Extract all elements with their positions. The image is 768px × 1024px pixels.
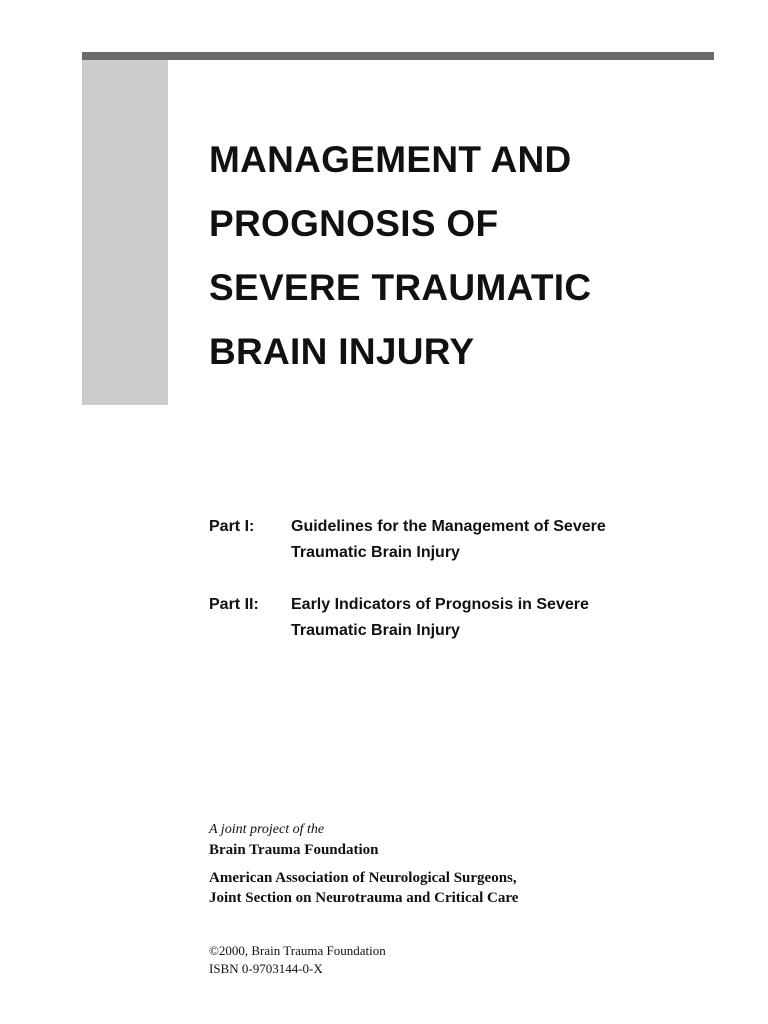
page-title: [209, 128, 591, 384]
part-2: [209, 592, 606, 644]
credits-intro: A joint project of the: [209, 822, 325, 837]
part-1-line-2: Traumatic Brain Injury: [291, 544, 460, 561]
part-1-line-1: Guidelines for the Management of Severe: [291, 518, 606, 535]
isbn-line: ISBN 0-9703144-0-X: [209, 961, 323, 976]
title-line-4: BRAIN INJURY: [209, 331, 475, 372]
copyright-line: ©2000, Brain Trauma Foundation: [209, 943, 386, 958]
credits-org-2: [209, 868, 518, 908]
top-rule: [82, 52, 714, 60]
credits-org-1: Brain Trauma Foundation: [209, 842, 379, 858]
parts-list: [209, 514, 606, 670]
title-line-3: SEVERE TRAUMATIC: [209, 267, 592, 308]
part-2-text: [291, 592, 589, 644]
part-1-label: Part I:: [209, 518, 255, 535]
title-line-1: MANAGEMENT AND: [209, 139, 572, 180]
publication-meta: [209, 942, 386, 978]
part-2-label: Part II:: [209, 596, 259, 613]
credits-org-2-line-2: Joint Section on Neurotrauma and Critical Care: [209, 890, 519, 906]
part-1-text: [291, 514, 606, 566]
credits-org-2-line-1: American Association of Neurological Surgeons,: [209, 870, 517, 886]
part-1: [209, 514, 606, 566]
side-block: [82, 60, 168, 405]
part-2-line-1: Early Indicators of Prognosis in Severe: [291, 596, 589, 613]
credits: [209, 820, 518, 908]
part-2-line-2: Traumatic Brain Injury: [291, 622, 460, 639]
title-line-2: PROGNOSIS OF: [209, 203, 499, 244]
